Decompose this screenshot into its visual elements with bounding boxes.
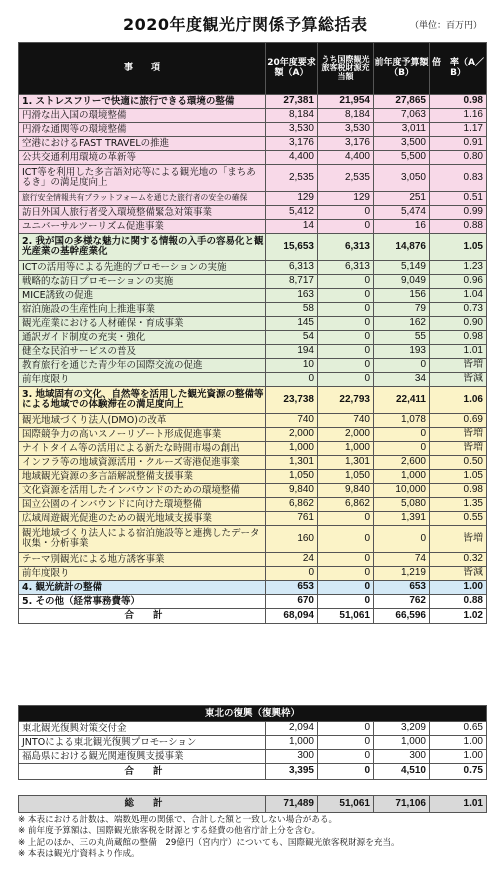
row-previous: 22,411 — [374, 387, 430, 414]
row-ratio: 皆増 — [430, 442, 487, 456]
row-previous: 10,000 — [374, 484, 430, 498]
row-previous: 1,000 — [374, 470, 430, 484]
header-item: 事 項 — [19, 43, 266, 95]
table-row — [19, 137, 487, 151]
table-row — [19, 192, 487, 206]
row-label: 観光産業における人材確保・育成事業 — [19, 317, 266, 331]
grand-total-table — [18, 795, 487, 813]
row-label: 宿泊施設の生産性向上推進事業 — [19, 303, 266, 317]
row-request: 300 — [266, 750, 318, 764]
row-previous: 0 — [374, 428, 430, 442]
section-row — [19, 387, 487, 414]
total-ratio: 1.02 — [430, 609, 487, 624]
grand-total-previous: 71,106 — [374, 796, 430, 813]
row-ratio: 皆増 — [430, 428, 487, 442]
table-row — [19, 151, 487, 165]
row-previous: 5,080 — [374, 498, 430, 512]
row-label: 前年度限り — [19, 567, 266, 581]
row-request: 27,381 — [266, 95, 318, 109]
row-previous: 300 — [374, 750, 430, 764]
row-label: MICE誘致の促進 — [19, 289, 266, 303]
grand-total-tax: 51,061 — [318, 796, 374, 813]
table-row — [19, 428, 487, 442]
table-row — [19, 512, 487, 526]
row-ratio: 1.17 — [430, 123, 487, 137]
row-request: 2,000 — [266, 428, 318, 442]
footnotes — [18, 815, 488, 860]
row-ratio: 0.50 — [430, 456, 487, 470]
row-tax: 0 — [318, 373, 374, 387]
header-row — [19, 43, 487, 95]
table-row — [19, 442, 487, 456]
row-request: 24 — [266, 553, 318, 567]
row-ratio: 皆増 — [430, 526, 487, 553]
row-ratio: 0.88 — [430, 220, 487, 234]
row-label: 旅行安全情報共有プラットフォームを通じた旅行者の安全の確保 — [19, 192, 266, 206]
row-tax: 0 — [318, 359, 374, 373]
row-previous: 3,011 — [374, 123, 430, 137]
row-previous: 3,500 — [374, 137, 430, 151]
row-previous: 27,865 — [374, 95, 430, 109]
row-ratio: 0.96 — [430, 275, 487, 289]
row-ratio: 1.01 — [430, 345, 487, 359]
row-ratio: 1.05 — [430, 470, 487, 484]
row-request: 740 — [266, 414, 318, 428]
table-row — [19, 331, 487, 345]
row-request: 6,862 — [266, 498, 318, 512]
row-ratio: 0.73 — [430, 303, 487, 317]
row-previous: 162 — [374, 317, 430, 331]
footnote: ※ 前年度予算額は、国際観光旅客税を財源とする経費の他省庁計上分を含む。 — [18, 826, 321, 837]
row-tax: 3,530 — [318, 123, 374, 137]
row-ratio: 1.00 — [430, 581, 487, 595]
row-ratio: 0.98 — [430, 484, 487, 498]
section-row — [19, 595, 487, 609]
row-label: 1. ストレスフリーで快適に旅行できる環境の整備 — [19, 95, 266, 109]
row-tax: 0 — [318, 303, 374, 317]
row-label: 観光地域づくり法人(DMO)の改革 — [19, 414, 266, 428]
row-label: 5. その他（経常事務費等） — [19, 595, 266, 609]
row-previous: 0 — [374, 526, 430, 553]
row-previous: 653 — [374, 581, 430, 595]
row-tax: 9,840 — [318, 484, 374, 498]
tohoku-total-ratio: 0.75 — [430, 764, 487, 780]
row-tax: 0 — [318, 206, 374, 220]
grand-total-request: 71,489 — [266, 796, 318, 813]
row-tax: 22,793 — [318, 387, 374, 414]
row-label: ICT等を利用した多言語対応等による観光地の「まちあるき」の満足度向上 — [19, 165, 266, 192]
row-label: 国際競争力の高いスノーリゾート形成促進事業 — [19, 428, 266, 442]
row-tax: 1,301 — [318, 456, 374, 470]
row-request: 6,313 — [266, 261, 318, 275]
row-tax: 0 — [318, 317, 374, 331]
row-tax: 0 — [318, 595, 374, 609]
row-previous: 16 — [374, 220, 430, 234]
row-previous: 251 — [374, 192, 430, 206]
row-previous: 5,149 — [374, 261, 430, 275]
row-label: 戦略的な訪日プロモーションの実施 — [19, 275, 266, 289]
row-previous: 193 — [374, 345, 430, 359]
row-request: 163 — [266, 289, 318, 303]
row-ratio: 0.80 — [430, 151, 487, 165]
title-row — [18, 12, 488, 36]
row-tax: 0 — [318, 275, 374, 289]
row-request: 54 — [266, 331, 318, 345]
tohoku-row — [19, 750, 487, 764]
row-request: 10 — [266, 359, 318, 373]
row-ratio: 0.98 — [430, 331, 487, 345]
row-tax: 1,000 — [318, 442, 374, 456]
row-previous: 74 — [374, 553, 430, 567]
footnote: ※ 本表は観光庁資料より作成。 — [18, 849, 140, 860]
header-ratio: 倍 率（A／B） — [430, 43, 487, 95]
tohoku-caption-row — [19, 706, 487, 722]
row-ratio: 0.51 — [430, 192, 487, 206]
row-label: 福島県における観光関連復興支援事業 — [19, 750, 266, 764]
row-tax: 1,050 — [318, 470, 374, 484]
row-previous: 1,219 — [374, 567, 430, 581]
table-row — [19, 498, 487, 512]
row-label: 3. 地域固有の文化、自然等を活用した観光資源の整備等による地域での体験滞在の満足度向上 — [19, 387, 266, 414]
row-ratio: 1.04 — [430, 289, 487, 303]
row-ratio: 1.23 — [430, 261, 487, 275]
row-request: 14 — [266, 220, 318, 234]
budget-table-body — [19, 95, 487, 609]
row-tax: 0 — [318, 553, 374, 567]
row-tax: 4,400 — [318, 151, 374, 165]
row-previous: 0 — [374, 442, 430, 456]
row-label: 訪日外国人旅行者受入環境整備緊急対策事業 — [19, 206, 266, 220]
table-row — [19, 456, 487, 470]
table-row — [19, 289, 487, 303]
row-ratio: 0.90 — [430, 317, 487, 331]
row-previous: 0 — [374, 359, 430, 373]
row-request: 15,653 — [266, 234, 318, 261]
row-label: JNTOによる東北観光復興プロモーション — [19, 736, 266, 750]
row-tax: 0 — [318, 526, 374, 553]
row-previous: 79 — [374, 303, 430, 317]
row-ratio: 1.05 — [430, 234, 487, 261]
row-tax: 6,313 — [318, 261, 374, 275]
row-tax: 3,176 — [318, 137, 374, 151]
tohoku-row — [19, 736, 487, 750]
row-label: 健全な民泊サービスの普及 — [19, 345, 266, 359]
row-label: 円滑な出入国の環境整備 — [19, 109, 266, 123]
table-row — [19, 303, 487, 317]
row-previous: 14,876 — [374, 234, 430, 261]
row-request: 8,717 — [266, 275, 318, 289]
tohoku-table-body — [19, 722, 487, 764]
row-tax: 0 — [318, 331, 374, 345]
table-row — [19, 206, 487, 220]
grand-total-ratio: 1.01 — [430, 796, 487, 813]
row-ratio: 0.55 — [430, 512, 487, 526]
row-tax: 8,184 — [318, 109, 374, 123]
footnote: ※ 本表における計数は、端数処理の関係で、合計した額と一致しない場合がある。 — [18, 815, 338, 825]
row-request: 194 — [266, 345, 318, 359]
row-previous: 5,474 — [374, 206, 430, 220]
row-previous: 3,050 — [374, 165, 430, 192]
row-tax: 0 — [318, 736, 374, 750]
row-tax: 0 — [318, 581, 374, 595]
row-label: ICTの活用等による先進的プロモーションの実施 — [19, 261, 266, 275]
row-label: 円滑な通関等の環境整備 — [19, 123, 266, 137]
row-ratio: 0.88 — [430, 595, 487, 609]
table-row — [19, 109, 487, 123]
row-label: 前年度限り — [19, 373, 266, 387]
table-row — [19, 165, 487, 192]
row-previous: 1,391 — [374, 512, 430, 526]
row-ratio: 皆減 — [430, 567, 487, 581]
row-ratio: 皆増 — [430, 359, 487, 373]
row-ratio: 1.16 — [430, 109, 487, 123]
row-label: 文化資源を活用したインバウンドのための環境整備 — [19, 484, 266, 498]
row-request: 2,535 — [266, 165, 318, 192]
row-previous: 3,209 — [374, 722, 430, 736]
row-tax: 0 — [318, 722, 374, 736]
row-request: 0 — [266, 567, 318, 581]
footnote: ※ 上記のほか、三の丸尚蔵館の整備 29億円（宮内庁）についても、国際観光旅客税財源を充当。 — [18, 837, 400, 848]
row-request: 653 — [266, 581, 318, 595]
row-tax: 129 — [318, 192, 374, 206]
row-tax: 6,313 — [318, 234, 374, 261]
row-tax: 2,000 — [318, 428, 374, 442]
row-previous: 7,063 — [374, 109, 430, 123]
row-previous: 762 — [374, 595, 430, 609]
row-previous: 156 — [374, 289, 430, 303]
table-row — [19, 567, 487, 581]
row-tax: 2,535 — [318, 165, 374, 192]
header-tax-funded: うち国際観光旅客税財源充当額 — [318, 43, 374, 95]
row-ratio: 1.06 — [430, 387, 487, 414]
row-request: 670 — [266, 595, 318, 609]
row-request: 1,050 — [266, 470, 318, 484]
row-label: 公共交通利用環境の革新等 — [19, 151, 266, 165]
row-previous: 2,600 — [374, 456, 430, 470]
row-tax: 21,954 — [318, 95, 374, 109]
grand-total-label: 総 計 — [19, 796, 266, 813]
row-request: 3,530 — [266, 123, 318, 137]
row-ratio: 0.98 — [430, 95, 487, 109]
row-label: 地域観光資源の多言語解説整備支援事業 — [19, 470, 266, 484]
row-label: 通訳ガイド制度の充実・強化 — [19, 331, 266, 345]
table-row — [19, 220, 487, 234]
row-request: 160 — [266, 526, 318, 553]
row-tax: 0 — [318, 220, 374, 234]
table-row — [19, 345, 487, 359]
row-request: 2,094 — [266, 722, 318, 736]
tohoku-total-tax: 0 — [318, 764, 374, 780]
row-request: 23,738 — [266, 387, 318, 414]
row-label: 空港におけるFAST TRAVELの推進 — [19, 137, 266, 151]
total-label: 合 計 — [19, 609, 266, 624]
table-row — [19, 359, 487, 373]
row-previous: 55 — [374, 331, 430, 345]
table-row — [19, 526, 487, 553]
row-ratio: 0.99 — [430, 206, 487, 220]
tohoku-total-request: 3,395 — [266, 764, 318, 780]
total-row — [19, 609, 487, 624]
unit-label: （単位：百万円） — [409, 21, 482, 31]
row-previous: 1,078 — [374, 414, 430, 428]
row-ratio: 1.00 — [430, 736, 487, 750]
grand-total-row — [19, 796, 487, 813]
section-row — [19, 581, 487, 595]
row-ratio: 1.00 — [430, 750, 487, 764]
row-previous: 1,000 — [374, 736, 430, 750]
row-label: 国立公園のインバウンドに向けた環境整備 — [19, 498, 266, 512]
table-row — [19, 123, 487, 137]
row-ratio: 1.35 — [430, 498, 487, 512]
row-ratio: 0.69 — [430, 414, 487, 428]
row-request: 761 — [266, 512, 318, 526]
row-label: 教育旅行を通じた青少年の国際交流の促進 — [19, 359, 266, 373]
row-tax: 0 — [318, 512, 374, 526]
row-request: 1,000 — [266, 442, 318, 456]
row-request: 145 — [266, 317, 318, 331]
row-tax: 0 — [318, 289, 374, 303]
row-ratio: 皆減 — [430, 373, 487, 387]
row-ratio: 0.65 — [430, 722, 487, 736]
table-row — [19, 414, 487, 428]
tohoku-total-row — [19, 764, 487, 780]
row-request: 1,000 — [266, 736, 318, 750]
row-label: テーマ別観光による地方誘客事業 — [19, 553, 266, 567]
row-tax: 6,862 — [318, 498, 374, 512]
row-previous: 34 — [374, 373, 430, 387]
tohoku-total-label: 合 計 — [19, 764, 266, 780]
total-tax: 51,061 — [318, 609, 374, 624]
row-ratio: 0.83 — [430, 165, 487, 192]
row-label: 4. 観光統計の整備 — [19, 581, 266, 595]
row-ratio: 0.32 — [430, 553, 487, 567]
row-ratio: 0.91 — [430, 137, 487, 151]
tohoku-row — [19, 722, 487, 736]
table-row — [19, 470, 487, 484]
row-request: 5,412 — [266, 206, 318, 220]
row-label: 2. 我が国の多様な魅力に関する情報の入手の容易化と観光産業の基幹産業化 — [19, 234, 266, 261]
table-row — [19, 553, 487, 567]
row-request: 8,184 — [266, 109, 318, 123]
row-tax: 0 — [318, 567, 374, 581]
section-row — [19, 95, 487, 109]
header-previous: 前年度予算額（B） — [374, 43, 430, 95]
total-request: 68,094 — [266, 609, 318, 624]
row-tax: 0 — [318, 345, 374, 359]
header-request: 20年度要求額（A） — [266, 43, 318, 95]
row-request: 4,400 — [266, 151, 318, 165]
row-request: 58 — [266, 303, 318, 317]
row-previous: 5,500 — [374, 151, 430, 165]
row-request: 129 — [266, 192, 318, 206]
row-tax: 0 — [318, 750, 374, 764]
row-label: ユニバーサルツーリズム促進事業 — [19, 220, 266, 234]
tohoku-table — [18, 705, 487, 780]
budget-table — [18, 42, 487, 624]
table-row — [19, 275, 487, 289]
row-request: 1,301 — [266, 456, 318, 470]
row-request: 3,176 — [266, 137, 318, 151]
table-row — [19, 484, 487, 498]
total-previous: 66,596 — [374, 609, 430, 624]
row-request: 0 — [266, 373, 318, 387]
row-previous: 9,049 — [374, 275, 430, 289]
row-label: ナイトタイム等の活用による新たな時間市場の創出 — [19, 442, 266, 456]
table-row — [19, 373, 487, 387]
row-tax: 740 — [318, 414, 374, 428]
row-label: 東北観光復興対策交付金 — [19, 722, 266, 736]
tohoku-caption: 東北の復興（復興枠） — [19, 706, 487, 722]
table-row — [19, 317, 487, 331]
page-title: 2020年度観光庁関係予算総括表 — [123, 15, 368, 34]
row-label: インフラ等の地域資源活用・クルーズ寄港促進事業 — [19, 456, 266, 470]
tohoku-total-previous: 4,510 — [374, 764, 430, 780]
table-row — [19, 261, 487, 275]
row-request: 9,840 — [266, 484, 318, 498]
row-label: 観光地域づくり法人による宿泊施設等と連携したデータ収集・分析事業 — [19, 526, 266, 553]
row-label: 広域周遊観光促進のための観光地域支援事業 — [19, 512, 266, 526]
section-row — [19, 234, 487, 261]
